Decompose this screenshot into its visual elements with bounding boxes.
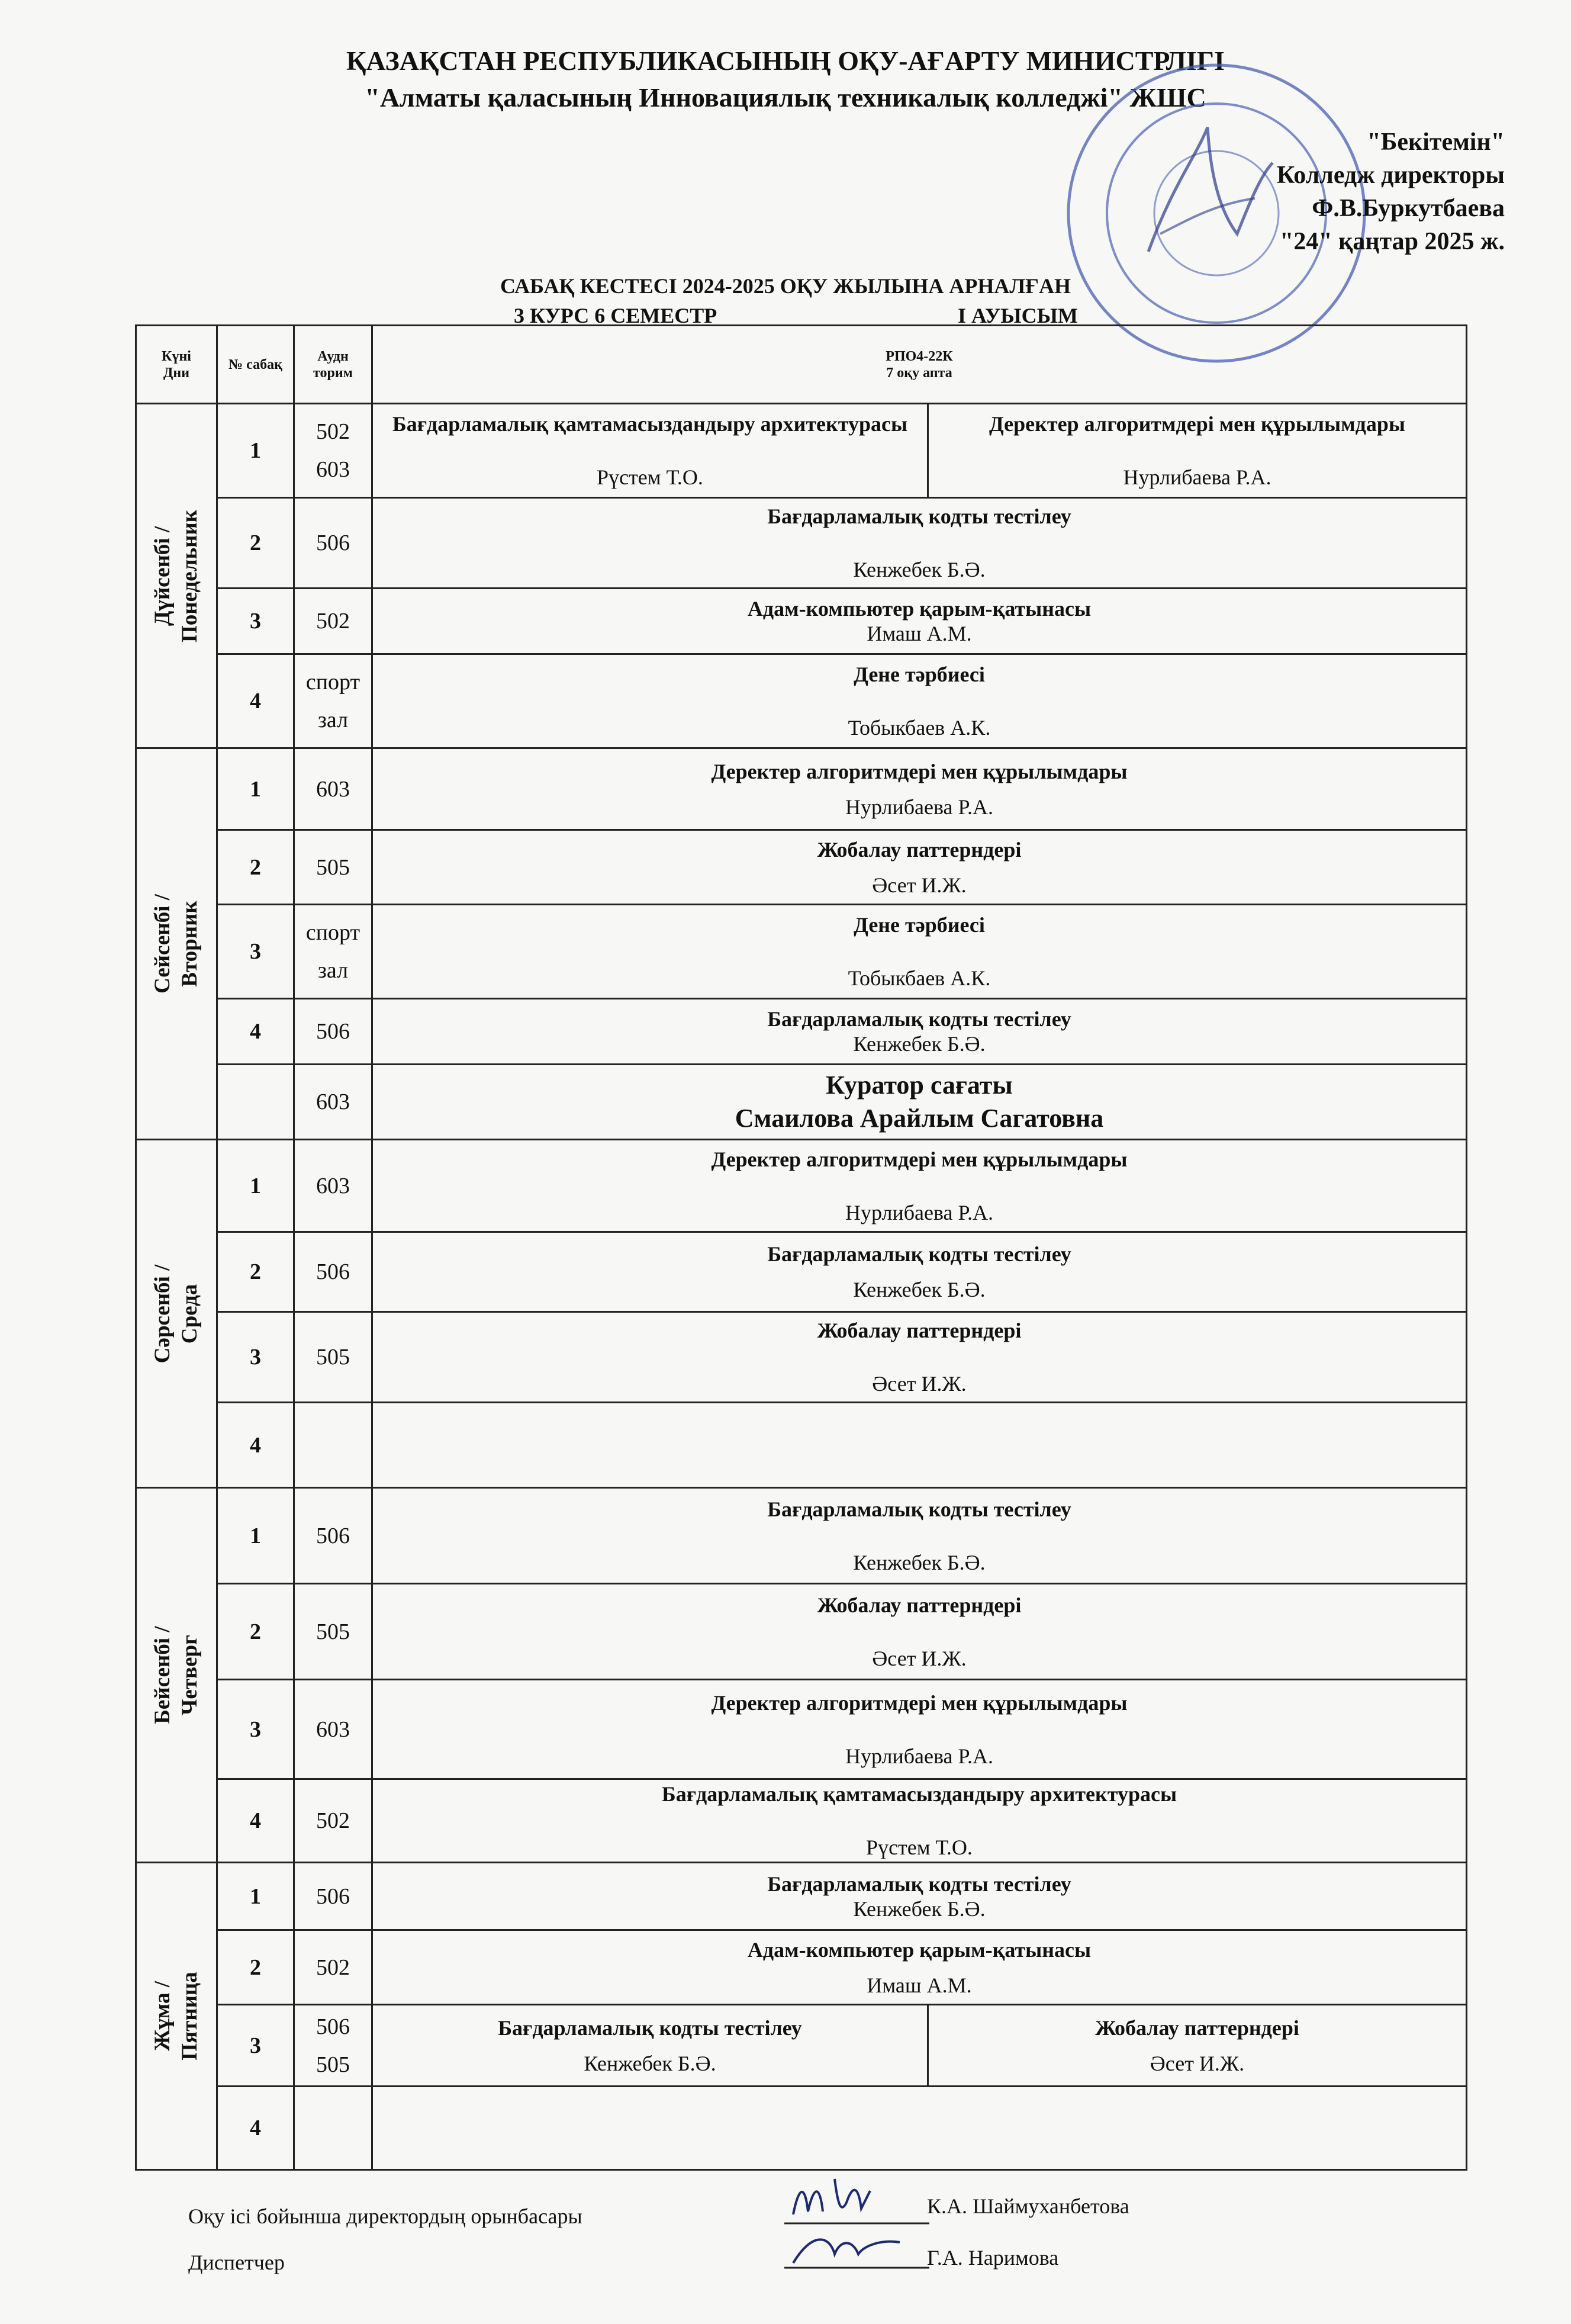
room-cell: 505 <box>294 830 372 905</box>
day-thursday: Бейсенбі / Четверг <box>136 1488 217 1863</box>
room-cell: 502 <box>294 589 372 654</box>
ministry-line-1: ҚАЗАҚСТАН РЕСПУБЛИКАСЫНЫҢ ОҚУ-АҒАРТУ МИНИСТРЛІГІ <box>346 46 1225 76</box>
room-cell: 505 <box>294 1312 372 1403</box>
lesson-cell: Бағдарламалық кодты тестілеу Кенжебек Б.Ә. <box>372 498 1467 589</box>
room-cell: 506 <box>294 498 372 589</box>
lesson-number: 3 <box>217 1680 294 1779</box>
lesson-number: 4 <box>217 1403 294 1488</box>
dispatcher-name: Г.А. Наримова <box>927 2246 1059 2270</box>
lesson-cell: Бағдарламалық кодты тестілеу Кенжебек Б.Ә. <box>372 1232 1467 1312</box>
lesson-cell: Деректер алгоритмдері мен құрылымдары Нурлибаева Р.А. <box>928 404 1467 498</box>
dispatcher-label: Диспетчер <box>188 2251 285 2274</box>
header-room: Аудн торим <box>294 326 372 404</box>
room-cell: 603 <box>294 748 372 830</box>
header-group <box>372 326 1467 404</box>
lesson-number: 4 <box>217 1779 294 1863</box>
approval-director: Ф.В.Буркутбаева <box>1312 195 1505 222</box>
shift-label: I АУЫСЫМ <box>958 304 1078 327</box>
lesson-cell: Дене тәрбиесі Тобыкбаев А.К. <box>372 905 1467 999</box>
lesson-number: 3 <box>217 905 294 999</box>
dispatcher-signature <box>781 2222 935 2281</box>
lesson-number: 2 <box>217 830 294 905</box>
approval-position: Колледж директоры <box>1276 162 1505 189</box>
room-cell <box>294 2087 372 2170</box>
room-cell: 506 <box>294 1232 372 1312</box>
lesson-number: 2 <box>217 1930 294 2005</box>
approval-block <box>1277 126 1505 258</box>
lesson-number: 3 <box>217 589 294 654</box>
lesson-cell: Бағдарламалық кодты тестілеу Кенжебек Б.Ә. <box>372 1863 1467 1930</box>
room-cell: спорт зал <box>294 905 372 999</box>
lesson-number: 4 <box>217 2087 294 2170</box>
day-friday: Жұма / Пятница <box>136 1863 217 2170</box>
lesson-number: 2 <box>217 1232 294 1312</box>
room-cell: спорт зал <box>294 654 372 748</box>
room-cell: 506 <box>294 999 372 1065</box>
lesson-cell-empty <box>372 2087 1467 2170</box>
lesson-number: 1 <box>217 1140 294 1232</box>
lesson-cell: Деректер алгоритмдері мен құрылымдары Нурлибаева Р.А. <box>372 748 1467 830</box>
lesson-cell: Бағдарламалық кодты тестілеу Кенжебек Б.Ә. <box>372 1488 1467 1584</box>
lesson-cell: Деректер алгоритмдері мен құрылымдары Нурлибаева Р.А. <box>372 1680 1467 1779</box>
lesson-cell: Деректер алгоритмдері мен құрылымдары Нурлибаева Р.А. <box>372 1140 1467 1232</box>
room-cell: 603 <box>294 1680 372 1779</box>
lesson-cell: Дене тәрбиесі Тобыкбаев А.К. <box>372 654 1467 748</box>
room-cell: 506 <box>294 1863 372 1930</box>
header-day: Күні Дни <box>136 326 217 404</box>
room-cell: 502 <box>294 1930 372 2005</box>
lesson-number: 2 <box>217 1584 294 1680</box>
day-wednesday: Сәрсенбі / Среда <box>136 1140 217 1488</box>
room-cell: 502 <box>294 1779 372 1863</box>
lesson-cell: Бағдарламалық кодты тестілеу Кенжебек Б.Ә. <box>372 999 1467 1065</box>
day-tuesday: Сейсенбі / Вторник <box>136 748 217 1140</box>
lesson-cell: Адам-компьютер қарым-қатынасы Имаш А.М. <box>372 1930 1467 2005</box>
lesson-number: 4 <box>217 654 294 748</box>
ministry-line-2: "Алматы қаласының Инновациялық техникалық колледжі" ЖШС <box>365 82 1206 112</box>
lesson-cell: Жобалау паттерндері Әсет И.Ж. <box>372 830 1467 905</box>
lesson-number: 1 <box>217 1488 294 1584</box>
room-cell: 502 603 <box>294 404 372 498</box>
lesson-cell: Жобалау паттерндері Әсет И.Ж. <box>372 1584 1467 1680</box>
lesson-cell: Бағдарламалық кодты тестілеу Кенжебек Б.Ә. <box>372 2005 928 2087</box>
lesson-cell-empty <box>372 1403 1467 1488</box>
lesson-number: 4 <box>217 999 294 1065</box>
lesson-cell: Бағдарламалық қамтамасыздандыру архитектурасы Рүстем Т.О. <box>372 1779 1467 1863</box>
approval-title: "Бекітемін" <box>1367 128 1505 156</box>
lesson-number <box>217 1065 294 1140</box>
lesson-number: 1 <box>217 1863 294 1930</box>
lesson-cell: Бағдарламалық қамтамасыздандыру архитектурасы Рүстем Т.О. <box>372 404 928 498</box>
course-semester: 3 КУРС 6 СЕМЕСТР <box>514 304 717 327</box>
deputy-director-name: К.А. Шаймуханбетова <box>927 2194 1129 2218</box>
schedule-table <box>135 324 1467 2171</box>
room-cell: 603 <box>294 1065 372 1140</box>
lesson-number: 1 <box>217 748 294 830</box>
lesson-cell: Жобалау паттерндері Әсет И.Ж. <box>372 1312 1467 1403</box>
schedule-title: САБАҚ КЕСТЕСІ 2024-2025 ОҚУ ЖЫЛЫНА АРНАЛҒАН <box>500 274 1071 298</box>
lesson-cell: Адам-компьютер қарым-қатынасы Имаш А.М. <box>372 589 1467 654</box>
lesson-number: 2 <box>217 498 294 589</box>
room-cell <box>294 1403 372 1488</box>
header-lesson-number: № сабақ <box>217 326 294 404</box>
lesson-number: 3 <box>217 2005 294 2087</box>
lesson-number: 1 <box>217 404 294 498</box>
room-cell: 603 <box>294 1140 372 1232</box>
deputy-director-label: Оқу ісі бойынша директордың орынбасары <box>188 2204 582 2228</box>
curator-hour-cell: Куратор сағаты Смаилова Арайлым Сагатовна <box>372 1065 1467 1140</box>
room-cell: 506 505 <box>294 2005 372 2087</box>
approval-date: "24" қаңтар 2025 ж. <box>1280 228 1505 255</box>
study-week: 7 оқу апта <box>886 365 952 381</box>
room-cell: 506 <box>294 1488 372 1584</box>
lesson-number: 3 <box>217 1312 294 1403</box>
group-name: РПО4-22К <box>886 348 953 364</box>
room-cell: 505 <box>294 1584 372 1680</box>
lesson-cell: Жобалау паттерндері Әсет И.Ж. <box>928 2005 1467 2087</box>
day-monday: Дүйсенбі / Понедельник <box>136 404 217 748</box>
